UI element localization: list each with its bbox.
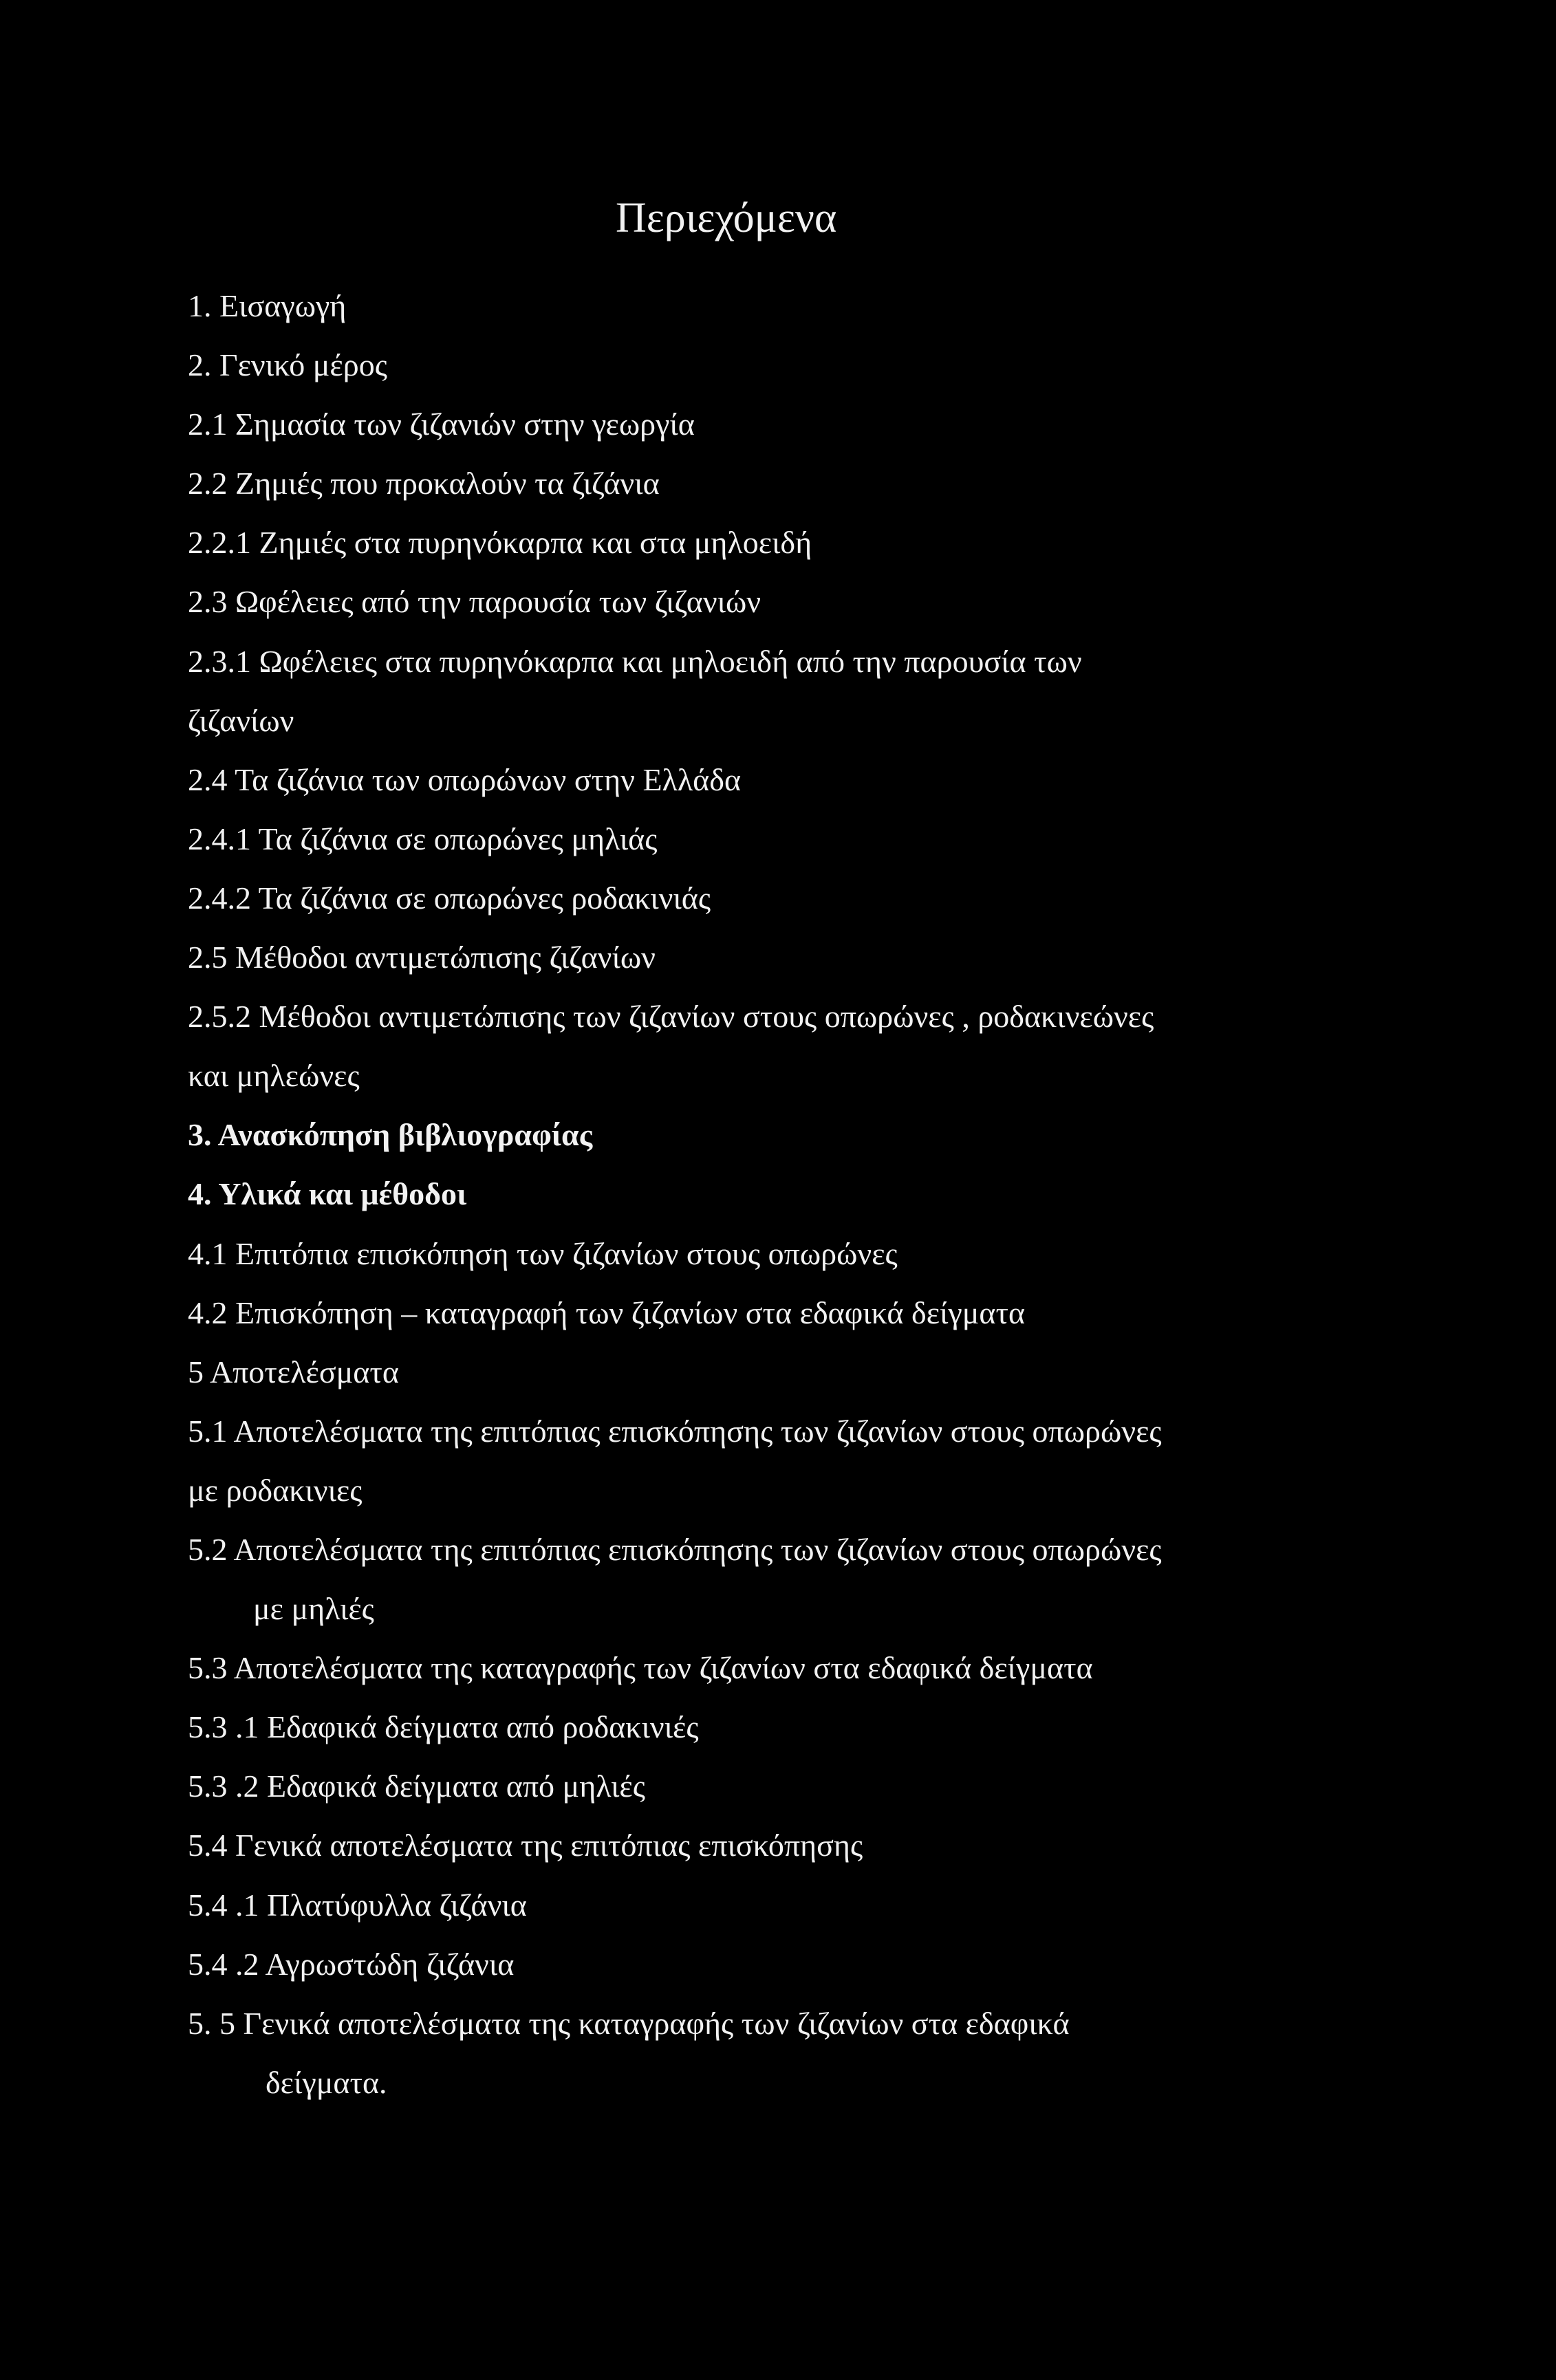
toc-entry: 5 Αποτελέσματα <box>188 1354 399 1389</box>
toc-entry: 2.3.1 Ωφέλειες στα πυρηνόκαρπα και μηλοειδή από την παρουσία των <box>188 643 1082 679</box>
toc-entry: 2.5.2 Μέθοδοι αντιμετώπισης των ζιζανίων στους οπωρώνες , ροδακινεώνες <box>188 999 1154 1035</box>
toc-entry: ζιζανίων <box>188 702 294 738</box>
toc-entry: 5.4 .2 Αγρωστώδη ζιζάνια <box>188 1946 515 1982</box>
toc-entry: δείγματα. <box>266 2064 387 2100</box>
toc-entry: 2. Γενικό μέρος <box>188 347 387 383</box>
toc-entry: 4.2 Επισκόπηση – καταγραφή των ζιζανίων στα εδαφικά δείγματα <box>188 1295 1026 1330</box>
toc-entry: με μηλιές <box>253 1591 374 1627</box>
toc-entry: 2.2.1 Ζημιές στα πυρηνόκαρπα και στα μηλοειδή <box>188 525 812 561</box>
toc-entry: 2.5 Μέθοδοι αντιμετώπισης ζιζανίων <box>188 940 656 975</box>
toc-entry: 5.4 Γενικά αποτελέσματα της επιτόπιας επισκόπησης <box>188 1828 863 1863</box>
toc-entry: 5.3 .1 Εδαφικά δείγματα από ροδακινιές <box>188 1709 699 1745</box>
toc-entry: 4.1 Επιτόπια επισκόπηση των ζιζανίων στους οπωρώνες <box>188 1235 898 1271</box>
toc-entry: 2.3 Ωφέλειες από την παρουσία των ζιζανιών <box>188 584 761 620</box>
toc-entry: και μηλεώνες <box>188 1058 360 1094</box>
toc-entry: 5.3 Αποτελέσματα της καταγραφής των ζιζανίων στα εδαφικά δείγματα <box>188 1650 1093 1686</box>
toc-entry: 4. Υλικά και μέθοδοι <box>188 1176 467 1212</box>
toc-entry: 2.4.2 Τα ζιζάνια σε οπωρώνες ροδακινιάς <box>188 880 711 916</box>
toc-entry: με ροδακινιες <box>188 1472 363 1508</box>
page-title: Περιεχόμενα <box>616 195 837 241</box>
toc-entry: 5.3 .2 Εδαφικά δείγματα από μηλιές <box>188 1768 645 1804</box>
toc-entry: 5. 5 Γενικά αποτελέσματα της καταγραφής των ζιζανίων στα εδαφικά <box>188 2005 1070 2041</box>
table-of-contents <box>188 277 1371 2112</box>
toc-entry: 2.4.1 Τα ζιζάνια σε οπωρώνες μηλιάς <box>188 821 658 856</box>
toc-entry: 3. Ανασκόπηση βιβλιογραφίας <box>188 1117 593 1153</box>
toc-entry: 5.1 Αποτελέσματα της επιτόπιας επισκόπησης των ζιζανίων στους οπωρώνες <box>188 1413 1162 1449</box>
toc-entry: 5.4 .1 Πλατύφυλλα ζιζάνια <box>188 1887 527 1923</box>
toc-entry: 5.2 Αποτελέσματα της επιτόπιας επισκόπησης των ζιζανίων στους οπωρώνες <box>188 1531 1162 1567</box>
toc-entry: 2.4 Τα ζιζάνια των οπωρώνων στην Ελλάδα <box>188 761 742 797</box>
toc-entry: 1. Εισαγωγή <box>188 288 347 323</box>
toc-entry: 2.2 Ζημιές που προκαλούν τα ζιζάνια <box>188 466 660 501</box>
toc-entry: 2.1 Σημασία των ζιζανιών στην γεωργία <box>188 407 695 442</box>
